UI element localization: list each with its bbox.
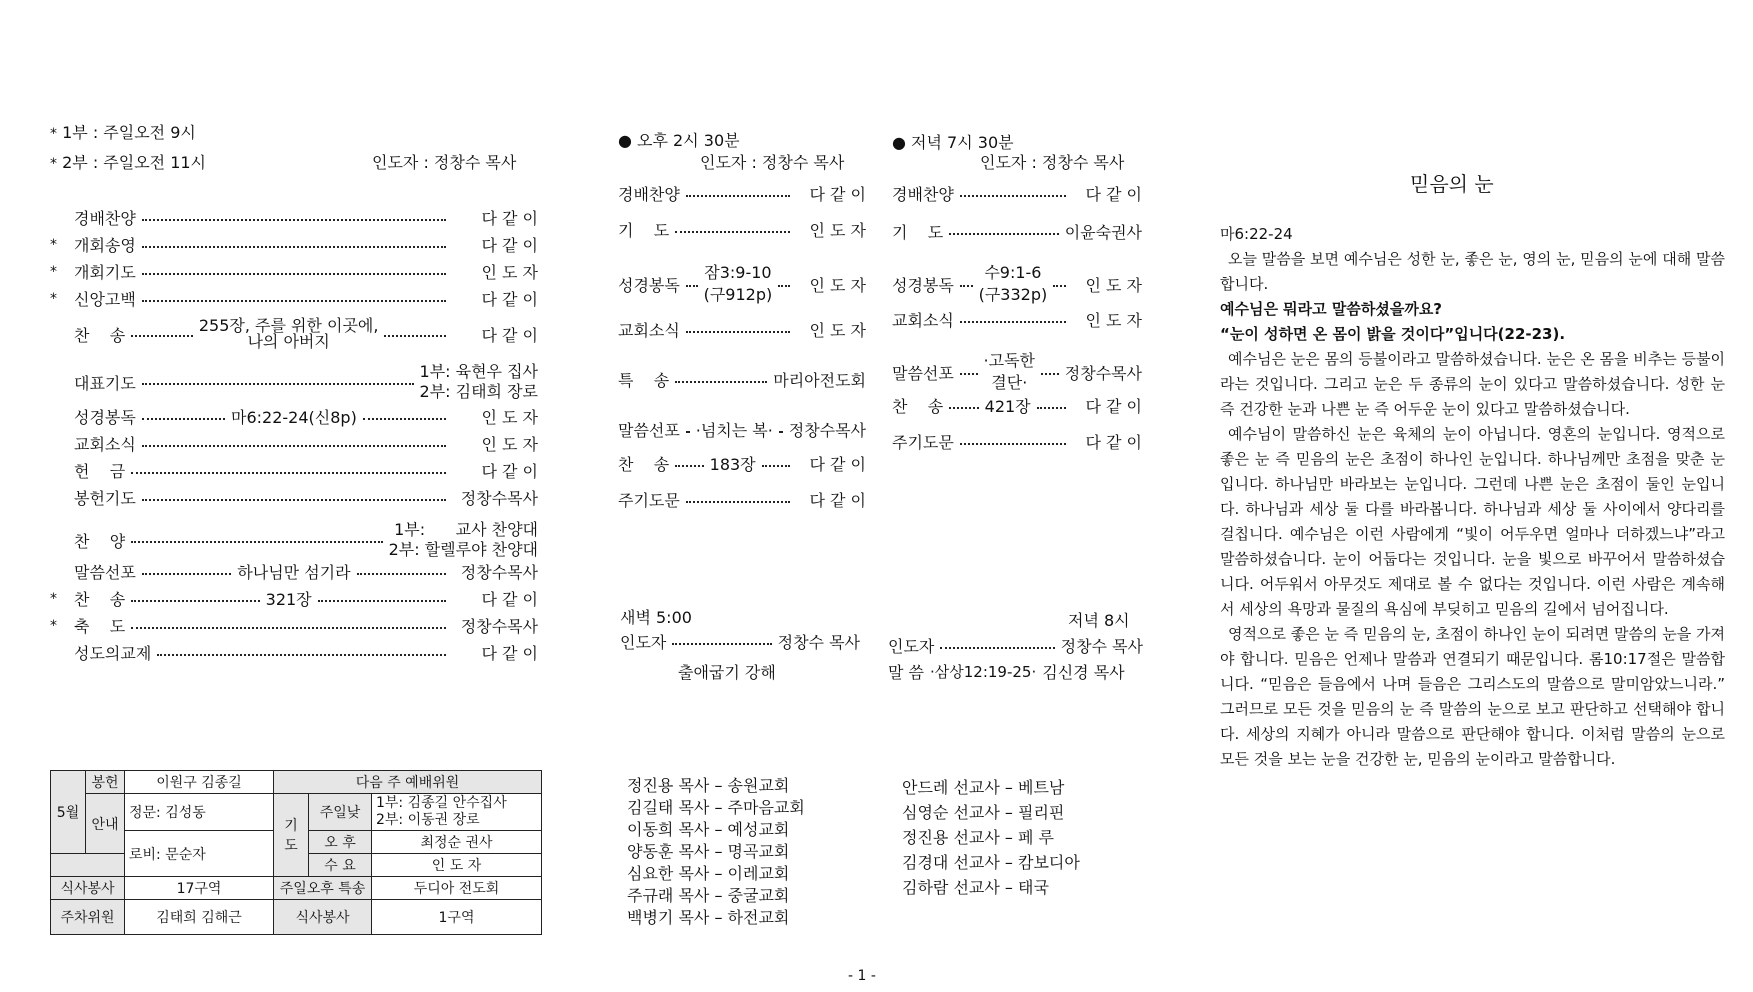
- blank-cell: [51, 854, 125, 877]
- dots: [142, 383, 414, 385]
- item-detail-line-2: (구332p): [978, 285, 1048, 304]
- worship-item: [618, 182, 866, 205]
- item-leader: [420, 362, 538, 402]
- worship-item: [618, 418, 866, 441]
- item-leader: 인 도 자: [1085, 275, 1142, 295]
- dots: [318, 600, 446, 602]
- dots: [1041, 373, 1059, 375]
- item-label: 찬 송: [618, 455, 670, 474]
- dots: [686, 195, 790, 197]
- dots: [1053, 285, 1066, 287]
- sermon-quote: “눈이 성하면 온 몸이 밝을 것이다”입니다(22-23).: [1220, 325, 1566, 343]
- item-leader: 인 도 자: [809, 321, 866, 340]
- friday-word-row: [888, 660, 1143, 683]
- month-cell: 5월: [51, 771, 86, 854]
- item-star: *: [50, 290, 57, 307]
- friday-leader-label: 인도자: [888, 637, 935, 656]
- item-label: 경배찬양: [74, 209, 136, 228]
- item-leader: 다 같 이: [481, 325, 539, 345]
- dots: [960, 443, 1066, 445]
- worship-item: [50, 318, 538, 350]
- sermon-question: 예수님은 뭐라고 말씀하셨을까요?: [1220, 300, 1443, 318]
- item-leader: 다 같 이: [481, 590, 539, 609]
- dots: [675, 465, 703, 467]
- item-leader: 정창수목사: [460, 617, 538, 636]
- item-star: *: [50, 236, 57, 253]
- item-label: 성경봉독: [892, 275, 954, 295]
- item-leader: 인 도 자: [481, 408, 538, 427]
- sunday-label: 주일낮: [309, 794, 372, 831]
- sermon-paragraph-2: 예수님은 눈은 몸의 등불이라고 말씀하셨습니다. 눈은 온 몸을 비추는 등불이라는 것입니다. 그리고 눈은 두 종류의 눈이 있다고 말씀하셨습니다. 성한 눈 즉 건강한 눈과 나쁜 눈 즉 어두운 눈이 있다고 말씀하셨습니다.: [1220, 350, 1725, 418]
- item-leader: 다 같 이: [809, 185, 866, 204]
- worship-item: [50, 486, 538, 509]
- dots: [686, 431, 690, 433]
- meal-value: 17구역: [125, 877, 274, 900]
- wed-label: 수 요: [309, 854, 372, 877]
- friday-word-ref: ·삼상12:19-25·: [930, 663, 1037, 681]
- missionary-item: 김경대 선교사 – 캄보디아: [902, 853, 1080, 872]
- sunday-value-2: 2부: 이동권 장로: [376, 812, 480, 828]
- dots: [960, 195, 1066, 197]
- item-detail: 마6:22-24(신8p): [231, 408, 357, 427]
- afternoon-title: ● 오후 2시 30분: [618, 131, 740, 150]
- dots: [960, 373, 978, 375]
- pastor-item: 정진용 목사 – 송원교회: [627, 776, 790, 795]
- item-label: 헌 금: [74, 462, 126, 481]
- offering-value: 이원구 김종길: [125, 771, 274, 794]
- worship-item: [618, 368, 866, 391]
- worship-item: [50, 560, 538, 583]
- dots: [131, 472, 446, 474]
- item-leader: 다 같 이: [809, 491, 866, 510]
- worship-item: [50, 260, 538, 283]
- meal-label: 식사봉사: [51, 877, 125, 900]
- item-leader: 정창수목사: [1064, 363, 1143, 383]
- item-detail-line-2: (구912p): [703, 285, 773, 304]
- friday-word-label: 말 씀: [888, 663, 924, 682]
- dots: [686, 285, 698, 287]
- worship-item: [50, 233, 538, 256]
- worship-item: [50, 641, 538, 664]
- evening-title: ● 저녁 7시 30분: [892, 133, 1014, 152]
- item-detail-line-2: 나의 아버지: [247, 332, 330, 351]
- item-label: 말씀선포: [74, 563, 136, 582]
- worship-item: [50, 459, 538, 482]
- dots: [949, 407, 978, 409]
- dots: [131, 541, 382, 543]
- item-leader: 다 같 이: [481, 209, 538, 228]
- worship-item: [892, 220, 1142, 243]
- item-detail-line-1: ·고독한: [983, 351, 1036, 370]
- worship-item: [50, 432, 538, 455]
- service-2-time: * 2부 : 주일오전 11시: [50, 153, 207, 172]
- sunday-value-1: 1부: 김종길 안수집사: [376, 795, 507, 811]
- dots: [131, 600, 259, 602]
- dawn-leader-label: 인도자: [620, 633, 667, 652]
- sermon-ref: 마6:22-24: [1220, 225, 1293, 243]
- worship-item: [618, 452, 866, 475]
- item-leader-line-2: 2부: 할렐루야 찬양대: [388, 540, 538, 559]
- dots: [363, 418, 446, 420]
- dots: [960, 321, 1066, 323]
- sermon-body: [1220, 222, 1725, 772]
- pastor-item: 주규래 목사 – 중굴교회: [627, 886, 790, 905]
- afternoon-value: 최정순 권사: [372, 831, 542, 854]
- item-leader: 다 같 이: [481, 236, 538, 255]
- service-committee-table: [50, 770, 542, 935]
- missionary-list: [902, 775, 1080, 900]
- pastor-item: 김길태 목사 – 주마음교회: [627, 798, 805, 817]
- worship-item: [50, 405, 538, 428]
- item-label: 찬 송: [892, 397, 944, 416]
- dawn-leader-row: [620, 630, 860, 653]
- dots: [1037, 407, 1066, 409]
- dots: [142, 418, 225, 420]
- dots: [762, 465, 790, 467]
- meal2-value: 1구역: [372, 900, 542, 935]
- dots: [384, 335, 446, 337]
- dots: [142, 499, 446, 501]
- worship-item: [50, 614, 538, 637]
- item-detail: 183장: [709, 455, 756, 474]
- dawn-leader: 정창수 목사: [777, 633, 860, 652]
- item-label: 찬 송: [74, 325, 126, 345]
- service-leader: 인도자 : 정창수 목사: [372, 153, 517, 172]
- item-label: 성경봉독: [618, 275, 680, 295]
- dots: [675, 231, 790, 233]
- guide-lobby: 로비: 문순자: [125, 831, 274, 877]
- dots: [157, 654, 446, 656]
- item-label: 성경봉독: [74, 408, 136, 427]
- pastor-item: 심요한 목사 – 이레교회: [627, 864, 790, 883]
- item-leader: 다 같 이: [1085, 185, 1142, 204]
- worship-item: [618, 218, 866, 241]
- worship-item: [892, 182, 1142, 205]
- prayer-label: 기도: [274, 794, 309, 877]
- item-leader-line-1: 1부: 교사 찬양대: [394, 520, 538, 539]
- item-label: 경배찬양: [618, 185, 680, 204]
- item-label: 경배찬양: [892, 185, 954, 204]
- dots: [142, 573, 231, 575]
- item-leader: 이윤숙권사: [1064, 223, 1142, 242]
- meal2-label: 식사봉사: [274, 900, 372, 935]
- dots: [686, 331, 790, 333]
- guide-main: 정문: 김성동: [125, 794, 274, 831]
- afternoon-label: 오 후: [309, 831, 372, 854]
- item-star: *: [50, 617, 57, 634]
- guide-label: 안내: [86, 794, 125, 854]
- item-label: 기 도: [892, 223, 944, 242]
- item-detail-line-2: 결단·: [991, 373, 1028, 392]
- item-detail: [984, 350, 1035, 394]
- worship-item: [892, 394, 1142, 417]
- item-leader: 다 같 이: [809, 455, 867, 474]
- item-label: 찬 양: [74, 531, 126, 551]
- dots: [357, 573, 446, 575]
- item-leader: 마리아전도회: [773, 371, 866, 390]
- evening-leader: 인도자 : 정창수 목사: [980, 153, 1125, 172]
- item-label: 교회소식: [74, 435, 136, 454]
- item-label: 교회소식: [892, 311, 954, 330]
- item-leader: 인 도 자: [809, 221, 866, 240]
- parking-value: 김태희 김해근: [125, 900, 274, 935]
- dots: [940, 647, 1054, 649]
- worship-item: [618, 318, 866, 341]
- special-label: 주일오후 특송: [274, 877, 372, 900]
- item-leader: 다 같 이: [1085, 433, 1142, 452]
- friday-word-preacher: 김신경 목사: [1042, 663, 1125, 682]
- item-leader: 인 도 자: [481, 263, 538, 282]
- item-label: 찬 송: [74, 590, 126, 609]
- next-week-header: 다음 주 예배위원: [274, 771, 542, 794]
- item-detail-line-1: 수9:1-6: [984, 263, 1042, 282]
- dots: [142, 300, 446, 302]
- item-label: 말씀선포: [892, 363, 954, 383]
- offering-label: 봉헌: [86, 771, 125, 794]
- worship-item: [50, 520, 538, 560]
- dots: [779, 431, 783, 433]
- sunday-value: [372, 794, 542, 831]
- parking-label: 주차위원: [51, 900, 125, 935]
- item-leader: 다 같 이: [481, 462, 538, 481]
- item-detail: [199, 318, 379, 350]
- item-detail: 421장: [984, 397, 1031, 416]
- item-leader: 다 같 이: [481, 644, 538, 663]
- item-detail-line-1: 255장, 주를 위한 이곳에,: [198, 316, 379, 335]
- item-label: 축 도: [74, 617, 126, 636]
- dots: [675, 381, 767, 383]
- page-number: - 1 -: [848, 968, 876, 984]
- item-leader: 정창수목사: [460, 563, 539, 582]
- worship-item: [618, 488, 866, 511]
- dots: [142, 219, 446, 221]
- dots: [949, 233, 1058, 235]
- dots: [131, 335, 193, 337]
- dawn-sub: 출애굽기 강해: [678, 663, 776, 682]
- item-leader: 인 도 자: [481, 435, 538, 454]
- afternoon-leader: 인도자 : 정창수 목사: [700, 153, 845, 172]
- item-label: 신앙고백: [74, 290, 136, 309]
- item-star: *: [50, 263, 57, 280]
- dots: [960, 285, 973, 287]
- dots: [778, 285, 790, 287]
- sermon-paragraph-1: 오늘 말씀을 보면 예수님은 성한 눈, 좋은 눈, 영의 눈, 믿음의 눈에 대해 말씀합니다.: [1220, 250, 1725, 293]
- item-detail: 하나님만 섬기라: [237, 563, 351, 582]
- dots: [672, 643, 771, 645]
- dawn-title: 새벽 5:00: [620, 608, 692, 627]
- friday-leader-row: [888, 634, 1143, 657]
- item-leader: 다 같 이: [1085, 397, 1143, 416]
- dots: [142, 273, 446, 275]
- dots: [142, 445, 446, 447]
- worship-item: [892, 308, 1142, 331]
- sermon-paragraph-4: 영적으로 좋은 눈 즉 믿음의 눈, 초점이 하나인 눈이 되려면 말씀의 눈을 가져야 합니다. 믿음은 언제나 말씀과 연결되기 때문입니다. 롬10:17절은 말씀합니다. “믿음은 들음에서 나며 들음은 그리스도의 말씀으로 말미암았느니라.” 그러므로 모든 것을 믿음의 눈 즉 말씀의 눈으로 보고 판단하고 선택해야 합니다. 세상의 지혜가 아니라 말씀으로 판단해야 합니다. 이처럼 말씀의 눈으로 모든 것을 보는 눈을 건강한 눈, 믿음의 눈이라고 말씀합니다.: [1220, 625, 1725, 768]
- pastor-item: 백병기 목사 – 하전교회: [627, 908, 790, 927]
- friday-title: 저녁 8시: [1068, 611, 1130, 630]
- worship-item: [892, 262, 1142, 306]
- dots: [686, 501, 790, 503]
- item-label: 대표기도: [74, 373, 136, 393]
- item-leader: 정창수목사: [788, 421, 867, 440]
- friday-leader: 정창수 목사: [1060, 637, 1143, 656]
- pastor-list: [627, 775, 805, 929]
- worship-item: [50, 287, 538, 310]
- special-value: 두디아 전도회: [372, 877, 542, 900]
- item-leader: [389, 520, 538, 560]
- item-detail: ·넘치는 복·: [695, 421, 773, 440]
- worship-item: [892, 350, 1142, 394]
- item-label: 개회기도: [74, 263, 136, 282]
- pastor-item: 양동훈 목사 – 명곡교회: [627, 842, 790, 861]
- item-detail-line-1: 잠3:9-10: [704, 263, 772, 282]
- worship-item: [50, 206, 538, 229]
- item-label: 기 도: [618, 221, 670, 240]
- sermon-title: 믿음의 눈: [1410, 172, 1494, 196]
- item-detail: [979, 262, 1048, 306]
- worship-item: [50, 362, 538, 402]
- item-detail: [704, 262, 773, 306]
- worship-item: [618, 262, 866, 306]
- missionary-item: 정진용 선교사 – 페 루: [902, 828, 1054, 847]
- dots: [131, 627, 446, 629]
- item-label: 말씀선포: [618, 421, 680, 440]
- item-label: 주기도문: [618, 491, 680, 510]
- missionary-item: 안드레 선교사 – 베트남: [902, 778, 1065, 797]
- item-label: 성도의교제: [74, 644, 152, 663]
- sermon-paragraph-3: 예수님이 말씀하신 눈은 육체의 눈이 아닙니다. 영혼의 눈입니다. 영적으로 좋은 눈 즉 믿음의 눈은 초점이 하나인 눈입니다. 하나님께만 초점을 맞춘 눈입니다. 하나님만 바라보는 눈입니다. 그런데 나쁜 눈은 초점이 둘인 눈입니다. 하나님과 세상 둘 다를 바라봅니다. 하나님과 세상 둘 사이에서 양다리를 걸칩니다. 예수님은 이런 사람에게 “빛이 어두우면 얼마나 더하겠느냐”라고 말씀하셨습니다. 눈이 어둡다는 것입니다. 눈을 빛으로 바꾸어서 말씀하셨습니다. 어두워서 아무것도 제대로 볼 수 없다는 것입니다. 이런 사람은 계속해서 세상의 욕망과 물질의 욕심에 부딪히고 믿음의 길에서 넘어집니다.: [1220, 425, 1725, 618]
- item-detail: 321장: [265, 590, 312, 609]
- item-leader-line-1: 1부: 육현우 집사: [419, 362, 538, 381]
- item-leader: 인 도 자: [809, 275, 866, 295]
- service-1-time: * 1부 : 주일오전 9시: [50, 123, 196, 142]
- item-leader-line-2: 2부: 김태희 장로: [419, 382, 538, 401]
- pastor-item: 이동희 목사 – 예성교회: [627, 820, 790, 839]
- item-leader: 정창수목사: [460, 489, 538, 508]
- item-label: 특 송: [618, 371, 670, 390]
- worship-item: [50, 587, 538, 610]
- item-label: 봉헌기도: [74, 489, 136, 508]
- item-label: 주기도문: [892, 433, 954, 452]
- item-label: 개회송영: [74, 236, 136, 255]
- dots: [142, 246, 446, 248]
- item-leader: 인 도 자: [1085, 311, 1142, 330]
- wed-value: 인 도 자: [372, 854, 542, 877]
- missionary-item: 김하람 선교사 – 태국: [902, 878, 1049, 897]
- missionary-item: 심영순 선교사 – 필리핀: [902, 803, 1065, 822]
- item-label: 교회소식: [618, 321, 680, 340]
- worship-item: [892, 430, 1142, 453]
- item-star: *: [50, 590, 57, 607]
- item-leader: 다 같 이: [481, 290, 538, 309]
